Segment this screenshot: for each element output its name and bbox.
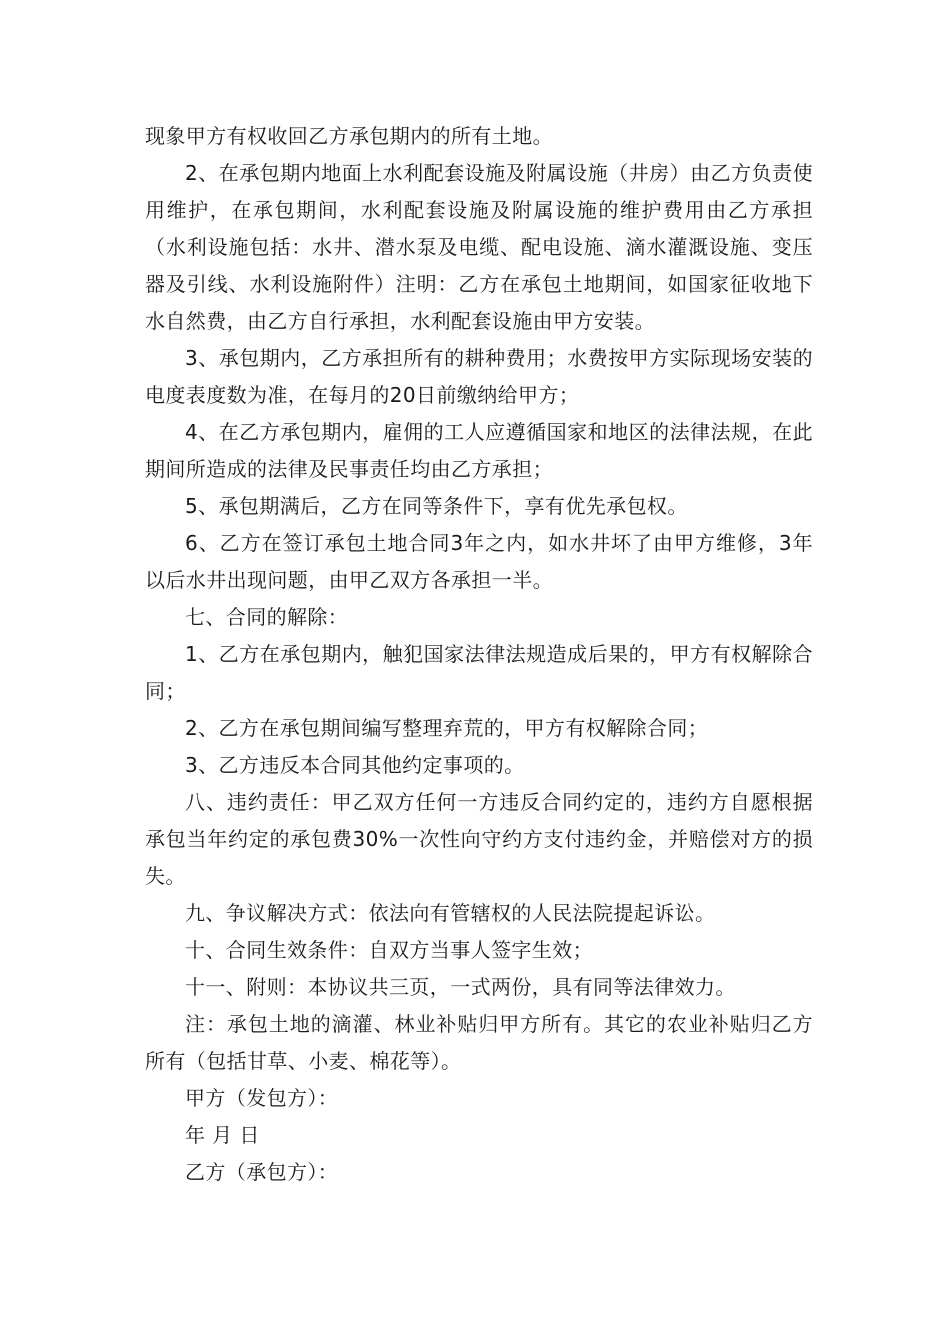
clause-7-1: 1、乙方在承包期内，触犯国家法律法规造成后果的，甲方有权解除合同； [145, 642, 813, 703]
clause-7-2: 2、乙方在承包期间编写整理弃荒的，甲方有权解除合同； [185, 716, 709, 740]
section-7-heading: 七、合同的解除： [185, 605, 349, 629]
date-line: 年 月 日 [185, 1123, 260, 1147]
clause-6-5-priority-right: 5、承包期满后，乙方在同等条件下，享有优先承包权。 [185, 494, 688, 518]
section-11-appendix: 十一、附则：本协议共三页，一式两份，具有同等法律效力。 [185, 975, 736, 999]
section-8-breach: 八、违约责任：甲乙双方任何一方违反合同约定的，违约方自愿根据承包当年约定的承包费30%一次性向守约方支付违约金，并赔偿对方的损失。 [145, 790, 813, 888]
clause-6-4-workers: 4、在乙方承包期内，雇佣的工人应遵循国家和地区的法律法规，在此期间所造成的法律及民事责任均由乙方承担； [145, 420, 813, 481]
note-subsidies: 注：承包土地的滴灌、林业补贴归甲方所有。其它的农业补贴归乙方所有（包括甘草、小麦、棉花等）。 [145, 1012, 813, 1073]
clause-7-3: 3、乙方违反本合同其他约定事项的。 [185, 753, 525, 777]
clause-6-2-water-facilities: 2、在承包期内地面上水利配套设施及附属设施（井房）由乙方负责使用维护，在承包期间，水利配套设施及附属设施的维护费用由乙方承担（水利设施包括：水井、潜水泵及电缆、配电设施、滴水灌溉设施、变压器及引线、水利设施附件）注明：乙方在承包土地期间，如国家征收地下水自然费，由乙方自行承担，水利配套设施由甲方安装。 [145, 161, 813, 333]
party-b-signature-line: 乙方（承包方）： [185, 1160, 339, 1184]
section-9-dispute: 九、争议解决方式：依法向有管辖权的人民法院提起诉讼。 [185, 901, 716, 925]
paragraph-continuation: 现象甲方有权收回乙方承包期内的所有土地。 [145, 124, 553, 148]
document-body [145, 118, 813, 1191]
section-10-effect: 十、合同生效条件：自双方当事人签字生效； [185, 938, 593, 962]
party-a-signature-line: 甲方（发包方）： [185, 1086, 339, 1110]
clause-6-6-well-repair: 6、乙方在签订承包土地合同3年之内，如水井坏了由甲方维修，3年以后水井出现问题，由甲乙双方各承担一半。 [145, 531, 813, 592]
clause-6-3-farming-costs: 3、承包期内，乙方承担所有的耕种费用；水费按甲方实际现场安装的电度表度数为准，在每月的20日前缴纳给甲方； [145, 346, 813, 407]
